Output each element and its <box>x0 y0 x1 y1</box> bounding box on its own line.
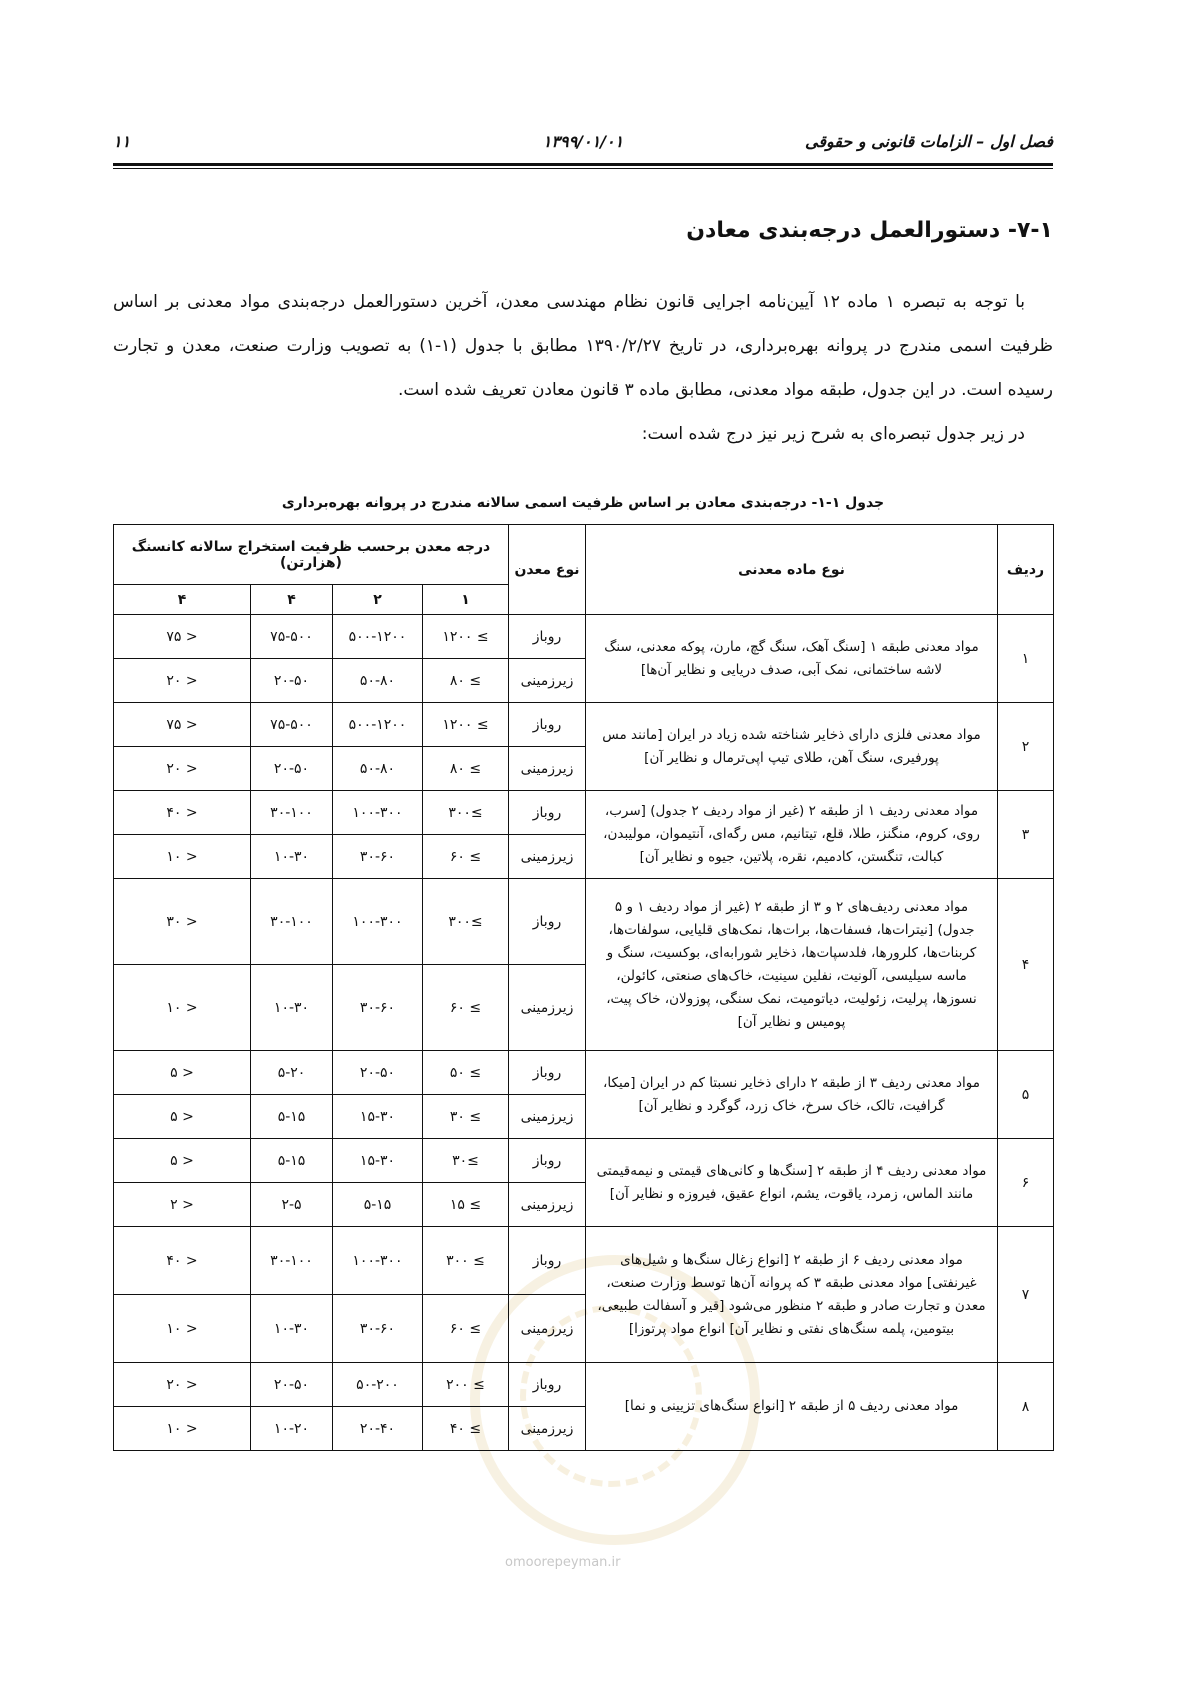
row-number: ۱ <box>998 615 1054 703</box>
grade-2-cell: ۵۰۰-۱۲۰۰ <box>333 615 423 659</box>
grade-1-cell: ≥ ۱۲۰۰ <box>423 615 509 659</box>
grade-2-cell: ۵۰-۸۰ <box>333 659 423 703</box>
grade-2-cell: ۱۰۰-۳۰۰ <box>333 791 423 835</box>
mine-type-cell: روباز <box>509 791 586 835</box>
grade-2-cell: ۱۵-۳۰ <box>333 1139 423 1183</box>
grade-3-cell: ۱۰-۲۰ <box>251 1407 333 1451</box>
grade-2-cell: ۱۰۰-۳۰۰ <box>333 1227 423 1295</box>
mine-type-cell: روباز <box>509 615 586 659</box>
grade-1-cell: ≥ ۲۰۰ <box>423 1363 509 1407</box>
grade-1-cell: ≥ ۳۰ <box>423 1095 509 1139</box>
row-number: ۷ <box>998 1227 1054 1363</box>
table-row <box>114 1051 1054 1095</box>
grade-2-cell: ۱۵-۳۰ <box>333 1095 423 1139</box>
grade-4-cell: < ۲۰ <box>114 659 251 703</box>
grade-3-cell: ۲-۵ <box>251 1183 333 1227</box>
grade-2-cell: ۵۰-۸۰ <box>333 747 423 791</box>
mine-type-cell: زیرزمینی <box>509 1183 586 1227</box>
grade-1-cell: ≥۳۰۰ <box>423 791 509 835</box>
grade-4-cell: < ۱۰ <box>114 965 251 1051</box>
header-grade-group: درجه معدن برحسب ظرفیت استخراج سالانه کانسنگ (هزارتن) <box>114 525 509 585</box>
grade-3-cell: ۷۵-۵۰۰ <box>251 615 333 659</box>
grade-4-cell: < ۴۰ <box>114 791 251 835</box>
grade-2-cell: ۵۰۰-۱۲۰۰ <box>333 703 423 747</box>
mine-type-cell: روباز <box>509 1051 586 1095</box>
body-text <box>113 280 1053 456</box>
material-cell: مواد معدنی ردیف ۴ از طبقه ۲ [سنگ‌ها و کانی‌های قیمتی و نیمه‌قیمتی مانند الماس، زمرد، یاقوت، یشم، انواع عقیق، فیروزه و نظایر آن] <box>586 1139 998 1227</box>
grading-table <box>113 524 1054 1451</box>
table-row <box>114 1227 1054 1295</box>
material-cell: مواد معدنی ردیف ۳ از طبقه ۲ دارای ذخایر نسبتا کم در ایران [میکا، گرافیت، تالک، خاک سرخ، خاک زرد، گوگرد و نظایر آن] <box>586 1051 998 1139</box>
grade-3-cell: ۱۰-۳۰ <box>251 965 333 1051</box>
table-row <box>114 1363 1054 1407</box>
grade-1-cell: ≥ ۴۰ <box>423 1407 509 1451</box>
row-number: ۶ <box>998 1139 1054 1227</box>
grade-1-cell: ≥ ۸۰ <box>423 659 509 703</box>
header-material: نوع ماده معدنی <box>586 525 998 615</box>
mine-type-cell: زیرزمینی <box>509 1295 586 1363</box>
material-cell: مواد معدنی ردیف ۶ از طبقه ۲ [انواع زغال سنگ‌ها و شیل‌های غیرنفتی] مواد معدنی طبقه ۳ که پروانه آن‌ها توسط وزارت صنعت، معدن و تجارت صادر و طبقه ۲ منظور می‌شود [قیر و آسفالت طبیعی، بیتومین، پلمه سنگ‌های نفتی و نظایر آن] انواع مواد پرتوزا] <box>586 1227 998 1363</box>
header-date: ۱۳۹۹/۰۱/۰۱ <box>542 132 624 151</box>
grade-3-cell: ۵-۱۵ <box>251 1139 333 1183</box>
grade-3-cell: ۲۰-۵۰ <box>251 659 333 703</box>
mine-type-cell: روباز <box>509 1227 586 1295</box>
table-row <box>114 879 1054 965</box>
grade-3-cell: ۲۰-۵۰ <box>251 747 333 791</box>
grade-2-cell: ۵۰-۲۰۰ <box>333 1363 423 1407</box>
grade-4-cell: < ۱۰ <box>114 1295 251 1363</box>
material-cell: مواد معدنی فلزی دارای ذخایر شناخته شده زیاد در ایران [مانند مس پورفیری، سنگ آهن، طلای تیپ اپی‌ترمال و نظایر آن] <box>586 703 998 791</box>
grade-3-cell: ۵-۱۵ <box>251 1095 333 1139</box>
mine-type-cell: زیرزمینی <box>509 965 586 1051</box>
table-row <box>114 615 1054 659</box>
grade-4-cell: < ۷۵ <box>114 615 251 659</box>
grade-4-cell: < ۴۰ <box>114 1227 251 1295</box>
grade-4-cell: < ۱۰ <box>114 835 251 879</box>
grade-3-cell: ۷۵-۵۰۰ <box>251 703 333 747</box>
header-grade: ۲ <box>333 585 423 615</box>
grade-1-cell: ≥۳۰۰ <box>423 879 509 965</box>
grade-4-cell: < ۲ <box>114 1183 251 1227</box>
grade-4-cell: < ۵ <box>114 1139 251 1183</box>
grade-4-cell: < ۲۰ <box>114 1363 251 1407</box>
grade-3-cell: ۵-۲۰ <box>251 1051 333 1095</box>
grade-2-cell: ۳۰-۶۰ <box>333 1295 423 1363</box>
chapter-title: فصل اول – الزامات قانونی و حقوقی <box>805 132 1053 151</box>
mine-type-cell: روباز <box>509 879 586 965</box>
material-cell: مواد معدنی طبقه ۱ [سنگ آهک، سنگ گچ، مارن، پوکه معدنی، سنگ لاشه ساختمانی، نمک آبی، صدف دریایی و نظایر آن‌ها] <box>586 615 998 703</box>
material-cell: مواد معدنی ردیف ۵ از طبقه ۲ [انواع سنگ‌های تزیینی و نما] <box>586 1363 998 1451</box>
paragraph: در زیر جدول تبصره‌ای به شرح زیر نیز درج شده است: <box>641 424 1025 444</box>
header-grade: ۱ <box>423 585 509 615</box>
grade-3-cell: ۳۰-۱۰۰ <box>251 1227 333 1295</box>
table-row <box>114 791 1054 835</box>
mine-type-cell: روباز <box>509 703 586 747</box>
grade-4-cell: < ۳۰ <box>114 879 251 965</box>
table-body <box>114 615 1054 1451</box>
grade-1-cell: ≥ ۶۰ <box>423 1295 509 1363</box>
paragraph: با توجه به تبصره ۱ ماده ۱۲ آیین‌نامه اجرایی قانون نظام مهندسی معدن، آخرین دستورالعمل درجه‌بندی مواد معدنی بر اساس ظرفیت اسمی مندرج در پروانه بهره‌برداری، در تاریخ ۱۳۹۰/۲/۲۷ مطابق با جدول (۱-۱) به تصویب وزارت صنعت، معدن و تجارت رسیده است. در این جدول، طبقه مواد معدنی، مطابق ماده ۳ قانون معادن تعریف شده است. <box>113 292 1053 400</box>
grade-2-cell: ۱۰۰-۳۰۰ <box>333 879 423 965</box>
row-number: ۲ <box>998 703 1054 791</box>
mine-type-cell: روباز <box>509 1139 586 1183</box>
grade-2-cell: ۲۰-۵۰ <box>333 1051 423 1095</box>
grade-1-cell: ≥ ۱۲۰۰ <box>423 703 509 747</box>
page-header <box>113 128 1053 156</box>
header-rule <box>113 163 1053 166</box>
table-row <box>114 1139 1054 1183</box>
watermark-url: omoorepeyman.ir <box>505 1555 621 1570</box>
grade-3-cell: ۲۰-۵۰ <box>251 1363 333 1407</box>
grade-4-cell: < ۵ <box>114 1095 251 1139</box>
header-row-number: ردیف <box>998 525 1054 615</box>
material-cell: مواد معدنی ردیف ۱ از طبقه ۲ (غیر از مواد ردیف ۲ جدول) [سرب، روی، کروم، منگنز، طلا، قلع، تیتانیم، مس رگه‌ای، آنتیموان، مولیبدن، کبالت، تنگستن، کادمیم، نقره، پلاتین، جیوه و نظایر آن] <box>586 791 998 879</box>
header-grade: ۴ <box>114 585 251 615</box>
grade-1-cell: ≥۳۰ <box>423 1139 509 1183</box>
header-rule-thin <box>113 168 1053 169</box>
grade-1-cell: ≥ ۵۰ <box>423 1051 509 1095</box>
page-number: ۱۱ <box>113 132 131 151</box>
grade-2-cell: ۲۰-۴۰ <box>333 1407 423 1451</box>
mine-type-cell: زیرزمینی <box>509 1407 586 1451</box>
row-number: ۴ <box>998 879 1054 1051</box>
grade-3-cell: ۱۰-۳۰ <box>251 1295 333 1363</box>
material-cell: مواد معدنی ردیف‌های ۲ و ۳ از طبقه ۲ (غیر از مواد ردیف ۱ و ۵ جدول) [نیترات‌ها، فسفات‌ها، برات‌ها، نمک‌های قلیایی، سولفات‌ها، کربنات‌ها، کلرورها، فلدسپات‌ها، ذخایر شورابه‌ای، بوکسیت، سنگ و ماسه سیلیسی، آلونیت، نفلین سینیت، خاک‌های صنعتی، کائولن، نسوزها، پرلیت، زئولیت، دیاتومیت، نمک سنگی، پوزولان، خاک پیت، پومیس و نظایر آن] <box>586 879 998 1051</box>
mine-type-cell: زیرزمینی <box>509 835 586 879</box>
table-caption: جدول ۱-۱- درجه‌بندی معادن بر اساس ظرفیت اسمی سالانه مندرج در پروانه بهره‌برداری <box>281 495 885 511</box>
mine-type-cell: روباز <box>509 1363 586 1407</box>
grade-3-cell: ۱۰-۳۰ <box>251 835 333 879</box>
grade-1-cell: ≥ ۶۰ <box>423 835 509 879</box>
header-mine-type: نوع معدن <box>509 525 586 615</box>
grade-1-cell: ≥ ۱۵ <box>423 1183 509 1227</box>
grade-2-cell: ۳۰-۶۰ <box>333 965 423 1051</box>
row-number: ۵ <box>998 1051 1054 1139</box>
mine-type-cell: زیرزمینی <box>509 1095 586 1139</box>
grade-1-cell: ≥ ۶۰ <box>423 965 509 1051</box>
grade-1-cell: ≥ ۳۰۰ <box>423 1227 509 1295</box>
grade-4-cell: < ۲۰ <box>114 747 251 791</box>
header-grade: ۴ <box>251 585 333 615</box>
table-row <box>114 703 1054 747</box>
grade-2-cell: ۵-۱۵ <box>333 1183 423 1227</box>
grade-1-cell: ≥ ۸۰ <box>423 747 509 791</box>
row-number: ۳ <box>998 791 1054 879</box>
mine-type-cell: زیرزمینی <box>509 747 586 791</box>
grade-4-cell: < ۵ <box>114 1051 251 1095</box>
grade-4-cell: < ۱۰ <box>114 1407 251 1451</box>
grade-3-cell: ۳۰-۱۰۰ <box>251 879 333 965</box>
section-title: ۷-۱- دستورالعمل درجه‌بندی معادن <box>686 218 1053 243</box>
grade-2-cell: ۳۰-۶۰ <box>333 835 423 879</box>
grade-3-cell: ۳۰-۱۰۰ <box>251 791 333 835</box>
grade-4-cell: < ۷۵ <box>114 703 251 747</box>
row-number: ۸ <box>998 1363 1054 1451</box>
mine-type-cell: زیرزمینی <box>509 659 586 703</box>
